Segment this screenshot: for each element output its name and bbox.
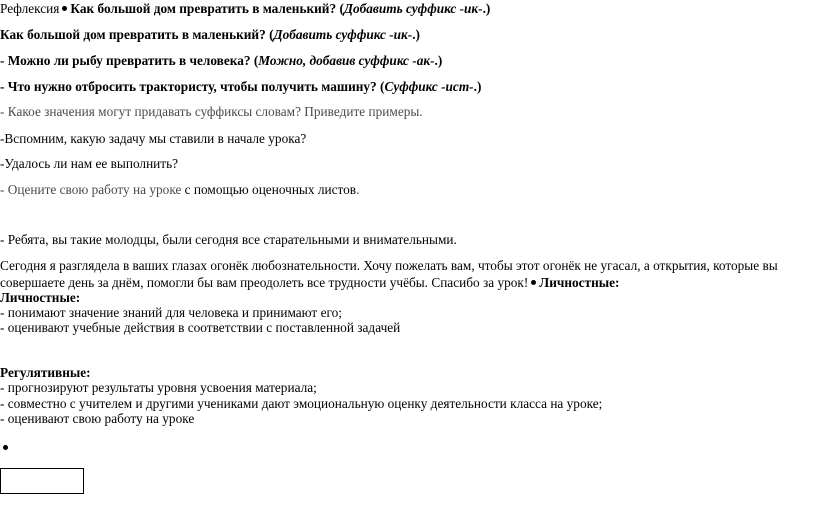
answer-close: .): [482, 1, 491, 16]
regulatory-heading: Регулятивные:: [0, 365, 91, 380]
bullet-icon: [3, 445, 8, 450]
regulatory-item-2: - совместно с учителем и другими учениками дают эмоциональную оценку деятельности класса на уроке;: [0, 396, 603, 411]
question-house: Как большой дом превратить в маленький? (: [70, 1, 344, 16]
closing-text: совершаете день за днём, помогли бы вам преодолеть все трудности учёбы. Спасибо за урок!: [0, 275, 529, 290]
personal-heading-inline: Личностные:: [539, 275, 620, 290]
answer-close: .): [473, 79, 482, 94]
self-assessment-line: [0, 182, 359, 198]
question-text: Как большой дом превратить в маленький? (: [0, 27, 274, 42]
answer-house: Добавить суффикс -ик-: [343, 1, 483, 16]
empty-box: [0, 468, 84, 494]
praise-line: - Ребята, вы такие молодцы, были сегодня все старательными и внимательными.: [0, 232, 457, 247]
closing-line-1: Сегодня я разглядела в ваших глазах огонёк любознательности. Хочу пожелать вам, чтобы этот огонёк не угасал, а открытия, которые вы: [0, 258, 778, 273]
answer-close: .): [434, 53, 443, 68]
reflection-line: [0, 1, 490, 17]
answer-text: Добавить суффикс -ик-: [273, 27, 413, 42]
question-text: - Что нужно отбросить трактористу, чтобы получить машину? (: [0, 79, 385, 94]
question-line-fish: [0, 53, 442, 69]
question-task-recall: -Вспомним, какую задачу мы ставили в начале урока?: [0, 131, 307, 146]
personal-heading: Личностные:: [0, 290, 81, 305]
answer-text: Суффикс -ист-: [384, 79, 474, 94]
closing-line-2: [0, 275, 619, 291]
bullet-icon: [62, 6, 67, 11]
question-line-house: [0, 27, 420, 43]
regulatory-item-3: - оценивают свою работу на уроке: [0, 411, 195, 426]
reflection-label: Рефлексия: [0, 1, 60, 16]
personal-item-2: - оценивают учебные действия в соответствии с поставленной задачей: [0, 320, 401, 335]
regulatory-item-1: - прогнозируют результаты уровня усвоения материала;: [0, 380, 317, 395]
question-suffix-meaning: - Какое значения могут придавать суффиксы словам? Приведите примеры.: [0, 104, 423, 119]
self-assessment-tail: с помощью оценочных листов: [181, 182, 357, 197]
answer-text: Можно, добавив суффикс -ак-: [258, 53, 435, 68]
answer-close: .): [412, 27, 420, 42]
question-line-tractor: [0, 79, 481, 95]
self-assessment-text: - Оцените свою работу на уроке: [0, 182, 182, 197]
question-task-done: -Удалось ли нам ее выполнить?: [0, 156, 179, 171]
personal-item-1: - понимают значение знаний для человека и принимают его;: [0, 305, 342, 320]
bullet-icon: [531, 280, 536, 285]
self-assessment-period: .: [356, 182, 360, 197]
question-text: - Можно ли рыбу превратить в человека? (: [0, 53, 259, 68]
